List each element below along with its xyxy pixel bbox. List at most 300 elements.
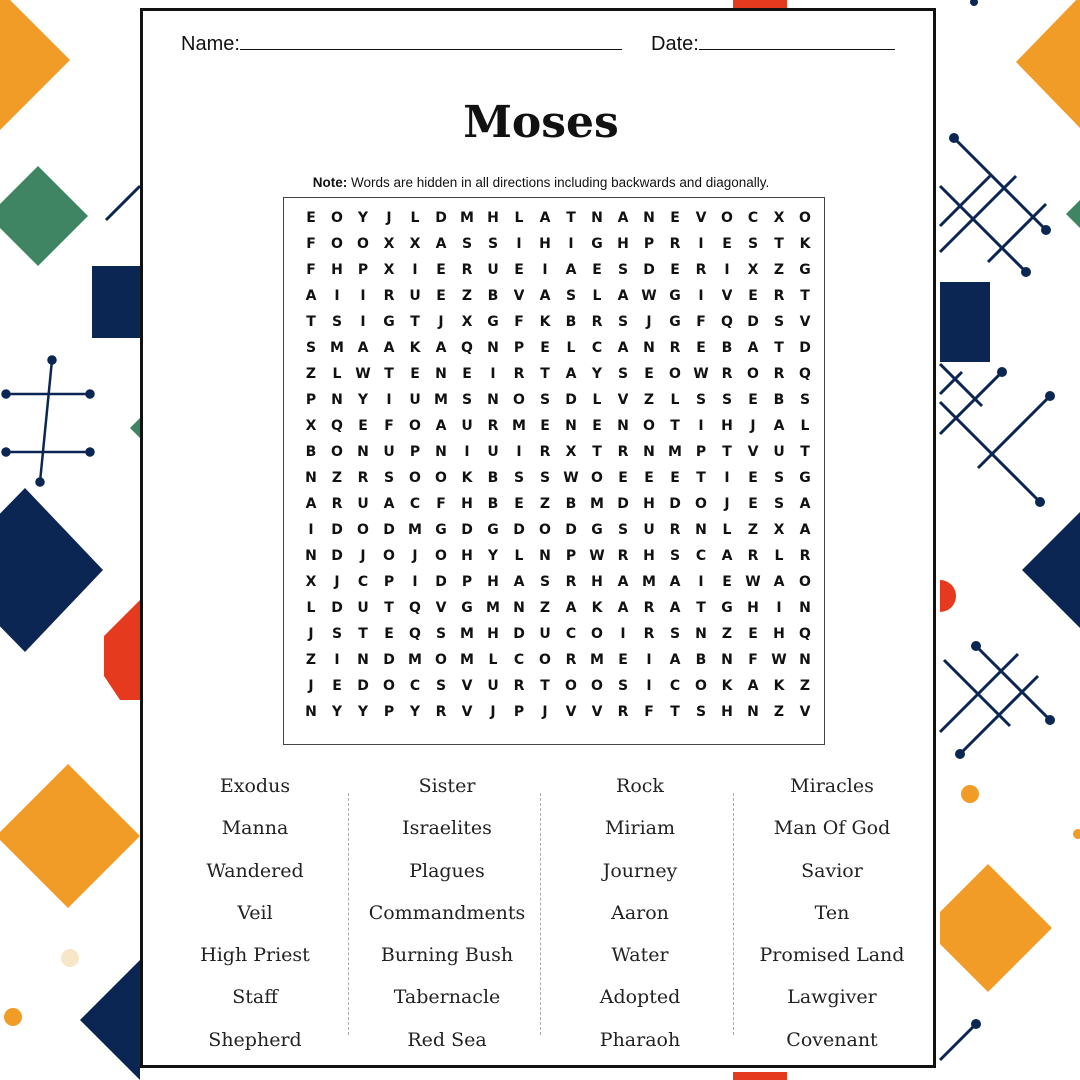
grid-letter[interactable]: N xyxy=(435,366,447,382)
grid-letter[interactable]: M xyxy=(460,626,474,642)
grid-letter[interactable]: L xyxy=(410,210,420,226)
grid-letter[interactable]: T xyxy=(800,288,810,304)
grid-letter[interactable]: S xyxy=(383,470,395,486)
grid-letter[interactable]: Q xyxy=(409,600,421,616)
grid-letter[interactable]: R xyxy=(799,548,811,564)
grid-letter[interactable]: Y xyxy=(331,704,343,720)
grid-letter[interactable]: D xyxy=(383,522,395,538)
grid-letter[interactable]: C xyxy=(669,678,681,694)
grid-letter[interactable]: U xyxy=(409,392,421,408)
grid-letter[interactable]: Z xyxy=(331,470,343,486)
grid-letter[interactable]: I xyxy=(542,262,548,278)
grid-letter[interactable]: E xyxy=(696,340,706,356)
grid-letter[interactable]: A xyxy=(617,288,629,304)
grid-letter[interactable]: L xyxy=(566,340,576,356)
grid-letter[interactable]: E xyxy=(436,288,446,304)
grid-letter[interactable]: E xyxy=(436,262,446,278)
grid-letter[interactable]: K xyxy=(721,678,733,694)
grid-letter[interactable]: V xyxy=(435,600,447,616)
grid-letter[interactable]: X xyxy=(383,262,395,278)
grid-letter[interactable]: S xyxy=(539,392,551,408)
date-field[interactable] xyxy=(651,31,895,56)
grid-letter[interactable]: E xyxy=(722,236,732,252)
grid-letter[interactable]: R xyxy=(513,366,525,382)
grid-letter[interactable]: O xyxy=(799,574,811,590)
grid-letter[interactable]: A xyxy=(539,288,551,304)
grid-letter[interactable]: G xyxy=(591,236,603,252)
grid-letter[interactable]: L xyxy=(722,522,732,538)
grid-letter[interactable]: T xyxy=(410,314,420,330)
grid-letter[interactable]: I xyxy=(412,262,418,278)
grid-letter[interactable]: Q xyxy=(461,340,473,356)
grid-letter[interactable]: D xyxy=(669,496,681,512)
grid-letter[interactable]: I xyxy=(698,418,704,434)
grid-letter[interactable]: S xyxy=(461,392,473,408)
grid-letter[interactable]: R xyxy=(643,626,655,642)
grid-letter[interactable]: T xyxy=(306,314,316,330)
grid-letter[interactable]: R xyxy=(435,704,447,720)
grid-letter[interactable]: P xyxy=(383,574,395,590)
grid-letter[interactable]: J xyxy=(724,496,730,512)
grid-letter[interactable]: R xyxy=(331,496,343,512)
grid-letter[interactable]: T xyxy=(540,366,550,382)
grid-letter[interactable]: I xyxy=(646,652,652,668)
grid-letter[interactable]: A xyxy=(435,418,447,434)
grid-letter[interactable]: X xyxy=(773,522,785,538)
grid-letter[interactable]: J xyxy=(308,626,314,642)
grid-letter[interactable]: T xyxy=(540,678,550,694)
grid-letter[interactable]: A xyxy=(617,574,629,590)
grid-letter[interactable]: E xyxy=(644,470,654,486)
grid-letter[interactable]: V xyxy=(721,288,733,304)
grid-letter[interactable]: P xyxy=(565,548,577,564)
grid-letter[interactable]: O xyxy=(799,210,811,226)
grid-letter[interactable]: U xyxy=(487,444,499,460)
grid-letter[interactable]: Z xyxy=(643,392,655,408)
grid-letter[interactable]: I xyxy=(464,444,470,460)
grid-letter[interactable]: V xyxy=(617,392,629,408)
grid-letter[interactable]: M xyxy=(434,392,448,408)
grid-letter[interactable]: S xyxy=(305,340,317,356)
grid-letter[interactable]: M xyxy=(460,652,474,668)
date-line[interactable] xyxy=(699,31,895,50)
grid-letter[interactable]: C xyxy=(357,574,369,590)
grid-letter[interactable]: S xyxy=(773,470,785,486)
grid-letter[interactable]: S xyxy=(669,548,681,564)
grid-letter[interactable]: H xyxy=(487,574,499,590)
grid-letter[interactable]: E xyxy=(670,262,680,278)
grid-letter[interactable]: Z xyxy=(747,522,759,538)
grid-letter[interactable]: R xyxy=(591,314,603,330)
grid-letter[interactable]: L xyxy=(514,210,524,226)
grid-letter[interactable]: A xyxy=(669,600,681,616)
grid-letter[interactable]: Z xyxy=(773,262,785,278)
name-line[interactable] xyxy=(240,31,622,50)
grid-letter[interactable]: R xyxy=(617,444,629,460)
grid-letter[interactable]: K xyxy=(539,314,551,330)
grid-letter[interactable]: B xyxy=(773,392,785,408)
grid-letter[interactable]: N xyxy=(357,652,369,668)
grid-letter[interactable]: I xyxy=(360,314,366,330)
grid-letter[interactable]: N xyxy=(487,340,499,356)
grid-letter[interactable]: D xyxy=(747,314,759,330)
grid-letter[interactable]: N xyxy=(305,470,317,486)
grid-letter[interactable]: A xyxy=(513,574,525,590)
grid-letter[interactable]: B xyxy=(487,470,499,486)
grid-letter[interactable]: J xyxy=(646,314,652,330)
grid-letter[interactable]: N xyxy=(643,340,655,356)
grid-letter[interactable]: X xyxy=(747,262,759,278)
grid-letter[interactable]: A xyxy=(617,600,629,616)
grid-letter[interactable]: U xyxy=(539,626,551,642)
grid-letter[interactable]: E xyxy=(644,366,654,382)
grid-letter[interactable]: R xyxy=(721,366,733,382)
grid-letter[interactable]: G xyxy=(799,262,811,278)
grid-letter[interactable]: T xyxy=(358,626,368,642)
grid-letter[interactable]: H xyxy=(591,574,603,590)
grid-letter[interactable]: E xyxy=(592,418,602,434)
grid-letter[interactable]: O xyxy=(409,418,421,434)
grid-letter[interactable]: T xyxy=(722,444,732,460)
grid-letter[interactable]: H xyxy=(461,496,473,512)
grid-letter[interactable]: D xyxy=(357,678,369,694)
grid-letter[interactable]: U xyxy=(487,678,499,694)
grid-letter[interactable]: P xyxy=(461,574,473,590)
grid-letter[interactable]: O xyxy=(591,470,603,486)
grid-letter[interactable]: S xyxy=(539,470,551,486)
grid-letter[interactable]: M xyxy=(668,444,682,460)
grid-letter[interactable]: A xyxy=(435,236,447,252)
grid-letter[interactable]: M xyxy=(512,418,526,434)
grid-letter[interactable]: E xyxy=(748,496,758,512)
grid-letter[interactable]: J xyxy=(542,704,548,720)
grid-letter[interactable]: R xyxy=(565,574,577,590)
grid-letter[interactable]: V xyxy=(565,704,577,720)
grid-letter[interactable]: I xyxy=(698,236,704,252)
grid-letter[interactable]: E xyxy=(748,392,758,408)
grid-letter[interactable]: I xyxy=(386,392,392,408)
grid-letter[interactable]: V xyxy=(799,314,811,330)
grid-letter[interactable]: P xyxy=(409,444,421,460)
grid-letter[interactable]: L xyxy=(800,418,810,434)
grid-letter[interactable]: N xyxy=(695,522,707,538)
grid-letter[interactable]: Y xyxy=(357,210,369,226)
grid-letter[interactable]: I xyxy=(776,600,782,616)
grid-letter[interactable]: G xyxy=(487,314,499,330)
grid-letter[interactable]: G xyxy=(383,314,395,330)
name-field[interactable] xyxy=(181,31,622,56)
grid-letter[interactable]: O xyxy=(435,470,447,486)
grid-letter[interactable]: X xyxy=(773,210,785,226)
grid-letter[interactable]: R xyxy=(617,704,629,720)
grid-letter[interactable]: O xyxy=(747,366,759,382)
grid-letter[interactable]: H xyxy=(643,548,655,564)
grid-letter[interactable]: D xyxy=(383,652,395,668)
grid-letter[interactable]: G xyxy=(435,522,447,538)
grid-letter[interactable]: R xyxy=(513,678,525,694)
grid-letter[interactable]: N xyxy=(695,626,707,642)
grid-letter[interactable]: R xyxy=(617,548,629,564)
grid-letter[interactable]: R xyxy=(357,470,369,486)
grid-letter[interactable]: I xyxy=(334,652,340,668)
grid-letter[interactable]: Y xyxy=(591,366,603,382)
grid-letter[interactable]: A xyxy=(617,340,629,356)
grid-letter[interactable]: C xyxy=(565,626,577,642)
grid-letter[interactable]: O xyxy=(357,522,369,538)
grid-letter[interactable]: P xyxy=(513,704,525,720)
grid-letter[interactable]: A xyxy=(305,496,317,512)
grid-letter[interactable]: U xyxy=(357,496,369,512)
grid-letter[interactable]: F xyxy=(384,418,394,434)
grid-letter[interactable]: F xyxy=(748,652,758,668)
grid-letter[interactable]: D xyxy=(435,210,447,226)
grid-letter[interactable]: A xyxy=(747,340,759,356)
grid-letter[interactable]: U xyxy=(773,444,785,460)
grid-letter[interactable]: O xyxy=(695,678,707,694)
grid-letter[interactable]: F xyxy=(306,262,316,278)
grid-letter[interactable]: M xyxy=(590,652,604,668)
grid-letter[interactable]: B xyxy=(305,444,317,460)
grid-letter[interactable]: A xyxy=(435,340,447,356)
grid-letter[interactable]: L xyxy=(670,392,680,408)
grid-letter[interactable]: E xyxy=(618,470,628,486)
grid-letter[interactable]: X xyxy=(565,444,577,460)
grid-letter[interactable]: A xyxy=(305,288,317,304)
grid-letter[interactable]: G xyxy=(721,600,733,616)
grid-letter[interactable]: A xyxy=(383,496,395,512)
grid-letter[interactable]: T xyxy=(774,340,784,356)
grid-letter[interactable]: G xyxy=(669,288,681,304)
grid-letter[interactable]: S xyxy=(331,626,343,642)
grid-letter[interactable]: S xyxy=(539,574,551,590)
grid-letter[interactable]: W xyxy=(745,574,761,590)
grid-letter[interactable]: R xyxy=(747,548,759,564)
grid-letter[interactable]: E xyxy=(592,262,602,278)
grid-letter[interactable]: A xyxy=(721,548,733,564)
grid-letter[interactable]: E xyxy=(332,678,342,694)
grid-letter[interactable]: T xyxy=(696,470,706,486)
grid-letter[interactable]: D xyxy=(331,548,343,564)
grid-letter[interactable]: F xyxy=(696,314,706,330)
grid-letter[interactable]: E xyxy=(670,470,680,486)
grid-letter[interactable]: N xyxy=(435,444,447,460)
grid-letter[interactable]: I xyxy=(698,574,704,590)
grid-letter[interactable]: J xyxy=(360,548,366,564)
grid-letter[interactable]: Z xyxy=(799,678,811,694)
grid-letter[interactable]: F xyxy=(306,236,316,252)
grid-letter[interactable]: E xyxy=(540,340,550,356)
grid-letter[interactable]: N xyxy=(799,600,811,616)
grid-letter[interactable]: J xyxy=(334,574,340,590)
grid-letter[interactable]: O xyxy=(331,210,343,226)
grid-letter[interactable]: S xyxy=(747,236,759,252)
grid-letter[interactable]: Z xyxy=(539,600,551,616)
grid-letter[interactable]: T xyxy=(566,210,576,226)
grid-letter[interactable]: A xyxy=(539,210,551,226)
grid-letter[interactable]: J xyxy=(386,210,392,226)
grid-letter[interactable]: K xyxy=(799,236,811,252)
grid-letter[interactable]: V xyxy=(695,210,707,226)
grid-letter[interactable]: L xyxy=(306,600,316,616)
grid-letter[interactable]: D xyxy=(331,600,343,616)
grid-letter[interactable]: Y xyxy=(357,392,369,408)
grid-letter[interactable]: O xyxy=(409,470,421,486)
grid-letter[interactable]: Z xyxy=(773,704,785,720)
grid-letter[interactable]: V xyxy=(747,444,759,460)
grid-letter[interactable]: W xyxy=(355,366,371,382)
grid-letter[interactable]: U xyxy=(383,444,395,460)
grid-letter[interactable]: Y xyxy=(409,704,421,720)
grid-letter[interactable]: J xyxy=(308,678,314,694)
grid-letter[interactable]: O xyxy=(669,366,681,382)
grid-letter[interactable]: A xyxy=(799,522,811,538)
grid-letter[interactable]: M xyxy=(330,340,344,356)
grid-letter[interactable]: T xyxy=(774,236,784,252)
grid-letter[interactable]: V xyxy=(799,704,811,720)
grid-letter[interactable]: O xyxy=(435,652,447,668)
grid-letter[interactable]: S xyxy=(695,704,707,720)
grid-letter[interactable]: B xyxy=(721,340,733,356)
grid-letter[interactable]: S xyxy=(331,314,343,330)
grid-letter[interactable]: U xyxy=(461,418,473,434)
grid-letter[interactable]: O xyxy=(513,392,525,408)
grid-letter[interactable]: K xyxy=(591,600,603,616)
grid-letter[interactable]: T xyxy=(696,600,706,616)
grid-letter[interactable]: R xyxy=(383,288,395,304)
grid-letter[interactable]: E xyxy=(514,496,524,512)
grid-letter[interactable]: A xyxy=(617,210,629,226)
grid-letter[interactable]: I xyxy=(620,626,626,642)
grid-letter[interactable]: F xyxy=(514,314,524,330)
grid-letter[interactable]: X xyxy=(461,314,473,330)
grid-letter[interactable]: U xyxy=(357,600,369,616)
grid-letter[interactable]: E xyxy=(462,366,472,382)
grid-letter[interactable]: I xyxy=(360,288,366,304)
grid-letter[interactable]: D xyxy=(565,392,577,408)
grid-letter[interactable]: R xyxy=(669,236,681,252)
grid-letter[interactable]: F xyxy=(644,704,654,720)
grid-letter[interactable]: G xyxy=(799,470,811,486)
grid-letter[interactable]: N xyxy=(799,652,811,668)
grid-letter[interactable]: Q xyxy=(409,626,421,642)
grid-letter[interactable]: S xyxy=(617,522,629,538)
grid-letter[interactable]: Q xyxy=(799,626,811,642)
grid-letter[interactable]: K xyxy=(773,678,785,694)
grid-letter[interactable]: O xyxy=(591,678,603,694)
grid-letter[interactable]: A xyxy=(357,340,369,356)
grid-letter[interactable]: N xyxy=(617,418,629,434)
grid-letter[interactable]: M xyxy=(408,652,422,668)
grid-letter[interactable]: S xyxy=(487,236,499,252)
grid-letter[interactable]: R xyxy=(773,366,785,382)
grid-letter[interactable]: R xyxy=(773,288,785,304)
grid-letter[interactable]: C xyxy=(591,340,603,356)
grid-letter[interactable]: E xyxy=(748,626,758,642)
grid-letter[interactable]: N xyxy=(331,392,343,408)
grid-letter[interactable]: I xyxy=(724,470,730,486)
grid-letter[interactable]: H xyxy=(617,236,629,252)
grid-letter[interactable]: H xyxy=(487,626,499,642)
grid-letter[interactable]: D xyxy=(799,340,811,356)
grid-letter[interactable]: X xyxy=(409,236,421,252)
grid-letter[interactable]: J xyxy=(438,314,444,330)
grid-letter[interactable]: S xyxy=(695,392,707,408)
grid-letter[interactable]: H xyxy=(747,600,759,616)
grid-letter[interactable]: A xyxy=(383,340,395,356)
grid-letter[interactable]: C xyxy=(409,678,421,694)
grid-letter[interactable]: K xyxy=(409,340,421,356)
grid-letter[interactable]: D xyxy=(565,522,577,538)
grid-letter[interactable]: L xyxy=(592,392,602,408)
grid-letter[interactable]: Z xyxy=(461,288,473,304)
grid-letter[interactable]: X xyxy=(383,236,395,252)
grid-letter[interactable]: U xyxy=(487,262,499,278)
grid-letter[interactable]: E xyxy=(670,210,680,226)
grid-letter[interactable]: A xyxy=(773,574,785,590)
grid-letter[interactable]: A xyxy=(669,574,681,590)
grid-letter[interactable]: E xyxy=(514,262,524,278)
grid-letter[interactable]: G xyxy=(591,522,603,538)
grid-letter[interactable]: R xyxy=(461,262,473,278)
grid-letter[interactable]: M xyxy=(642,574,656,590)
grid-letter[interactable]: X xyxy=(305,574,317,590)
grid-letter[interactable]: O xyxy=(331,444,343,460)
grid-letter[interactable]: L xyxy=(488,652,498,668)
grid-letter[interactable]: V xyxy=(513,288,525,304)
grid-letter[interactable]: O xyxy=(383,548,395,564)
grid-letter[interactable]: A xyxy=(773,418,785,434)
grid-letter[interactable]: R xyxy=(565,652,577,668)
grid-letter[interactable]: P xyxy=(305,392,317,408)
grid-letter[interactable]: V xyxy=(591,704,603,720)
grid-letter[interactable]: Q xyxy=(721,314,733,330)
grid-letter[interactable]: N xyxy=(513,600,525,616)
grid-letter[interactable]: I xyxy=(516,236,522,252)
grid-letter[interactable]: R xyxy=(669,522,681,538)
grid-letter[interactable]: O xyxy=(591,626,603,642)
grid-letter[interactable]: S xyxy=(721,392,733,408)
grid-letter[interactable]: N xyxy=(591,210,603,226)
grid-letter[interactable]: Z xyxy=(305,652,317,668)
grid-letter[interactable]: T xyxy=(670,418,680,434)
grid-letter[interactable]: N xyxy=(357,444,369,460)
grid-letter[interactable]: E xyxy=(748,288,758,304)
grid-letter[interactable]: D xyxy=(643,262,655,278)
grid-letter[interactable]: P xyxy=(383,704,395,720)
grid-letter[interactable]: O xyxy=(695,496,707,512)
grid-letter[interactable]: B xyxy=(565,314,577,330)
grid-letter[interactable]: O xyxy=(357,236,369,252)
grid-letter[interactable]: C xyxy=(513,652,525,668)
grid-letter[interactable]: H xyxy=(721,418,733,434)
grid-letter[interactable]: N xyxy=(487,392,499,408)
grid-letter[interactable]: Z xyxy=(305,366,317,382)
grid-letter[interactable]: H xyxy=(461,548,473,564)
grid-letter[interactable]: D xyxy=(617,496,629,512)
grid-letter[interactable]: M xyxy=(590,496,604,512)
grid-letter[interactable]: M xyxy=(408,522,422,538)
grid-letter[interactable]: N xyxy=(305,704,317,720)
grid-letter[interactable]: E xyxy=(410,366,420,382)
grid-letter[interactable]: E xyxy=(722,574,732,590)
grid-letter[interactable]: T xyxy=(384,366,394,382)
grid-letter[interactable]: B xyxy=(487,496,499,512)
grid-letter[interactable]: I xyxy=(308,522,314,538)
grid-letter[interactable]: Y xyxy=(357,704,369,720)
grid-letter[interactable]: W xyxy=(693,366,709,382)
grid-letter[interactable]: C xyxy=(695,548,707,564)
grid-letter[interactable]: B xyxy=(695,652,707,668)
